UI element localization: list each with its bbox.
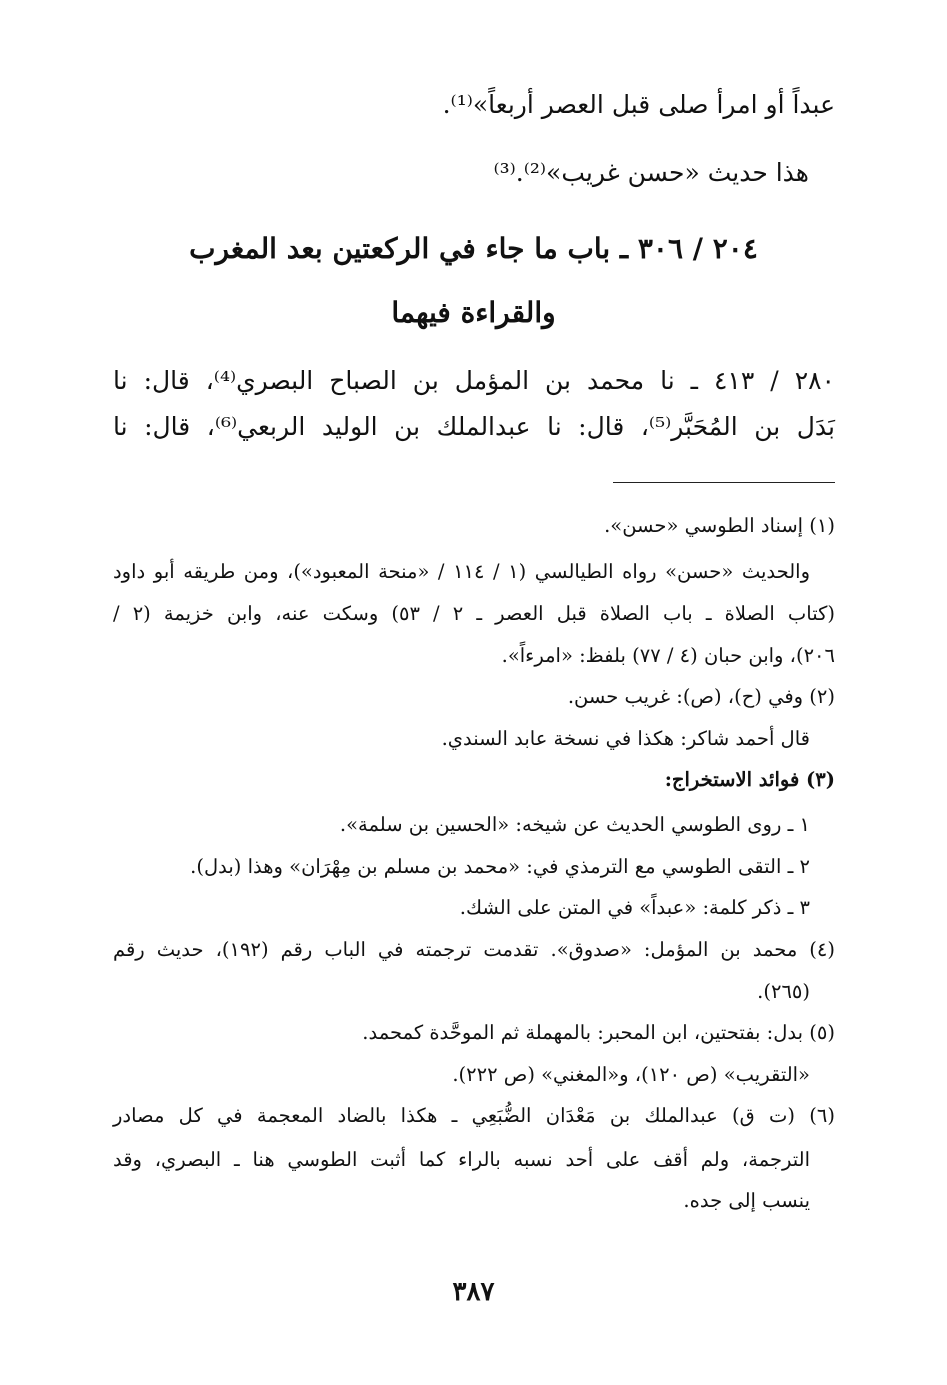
footnote-4: (٤) محمد بن المؤمل: «صدوق». تقدمت ترجمته في الباب رقم (١٩٢)، حديث رقم [113,938,835,961]
footnote-1-line-3: (كتاب الصلاة ـ باب الصلاة قبل العصر ـ ٢ / ٥٣) وسكت عنه، وابن خزيمة (٢ / [113,602,835,625]
chapter-heading: ٢٠٤ / ٣٠٦ ـ باب ما جاء في الركعتين بعد المغرب [189,232,758,265]
footnote-6-line-2: الترجمة، ولم أقف على أحد نسبه بالراء كما أثبت الطوسي هنا ـ البصري، وقد [113,1148,810,1171]
footnote-2: (٢) وفي (ح)، (ص): غريب حسن. [567,685,835,708]
footnote-4-line-2: (٢٦٥). [757,980,810,1003]
footnote-3-item-3: ٣ ـ ذكر كلمة: «عبداً» في المتن على الشك. [459,896,810,919]
footnote-5-line-2: «التقريب» (ص ١٢٠)، و«المغني» (ص ٢٢٢). [452,1063,810,1086]
text-line-2: هذا حديث «حسن غريب»⁽²⁾.⁽³⁾ [493,158,809,187]
footnote-3-item-1: ١ ـ روى الطوسي الحديث عن شيخه: «الحسين بن سلمة». [339,813,810,836]
footnote-1-line-2: والحديث «حسن» رواه الطيالسي (١ / ١١٤ / «منحة المعبود»)، ومن طريقه أبو داود [113,560,810,583]
footnote-1: (١) إسناد الطوسي «حسن». [604,514,835,537]
text-line-1: عبداً أو امرأ صلى قبل العصر أربعاً»⁽¹⁾. [442,90,835,119]
footnote-5: (٥) بدل: بفتحتين، ابن المحبر: بالمهملة ثم الموحَّدة كمحمد. [362,1021,835,1044]
footnote-separator [613,482,835,483]
footnote-3: (٣) فوائد الاستخراج: [664,768,835,791]
footnote-1-line-4: ٢٠٦)، وابن حبان (٤ / ٧٧) بلفظ: «امرءاً». [501,644,835,667]
footnote-6-line-3: ينسب إلى جده. [683,1189,810,1212]
footnote-3-item-2: ٢ ـ التقى الطوسي مع الترمذي في: «محمد بن مسلم بن مِهْرَان» وهذا (بدل). [190,855,810,878]
hadith-line-2: بَدَل بن المُحَبَّر⁽⁵⁾، قال: نا عبدالملك بن الوليد الربعي⁽⁶⁾، قال: نا [113,412,835,441]
footnote-2-line-2: قال أحمد شاكر: هكذا في نسخة عابد السندي. [441,727,810,750]
footnote-6: (٦) (ت ق) عبدالملك بن مَعْدَان الضُّبَعِي ـ هكذا بالضاد المعجمة في كل مصادر [113,1104,835,1127]
page-number: ٣٨٧ [452,1277,495,1307]
chapter-heading-continued: والقراءة فيهما [391,296,556,329]
hadith-line-1: ٢٨٠ / ٤١٣ ـ نا محمد بن المؤمل بن الصباح البصري⁽⁴⁾، قال: نا [113,366,835,395]
